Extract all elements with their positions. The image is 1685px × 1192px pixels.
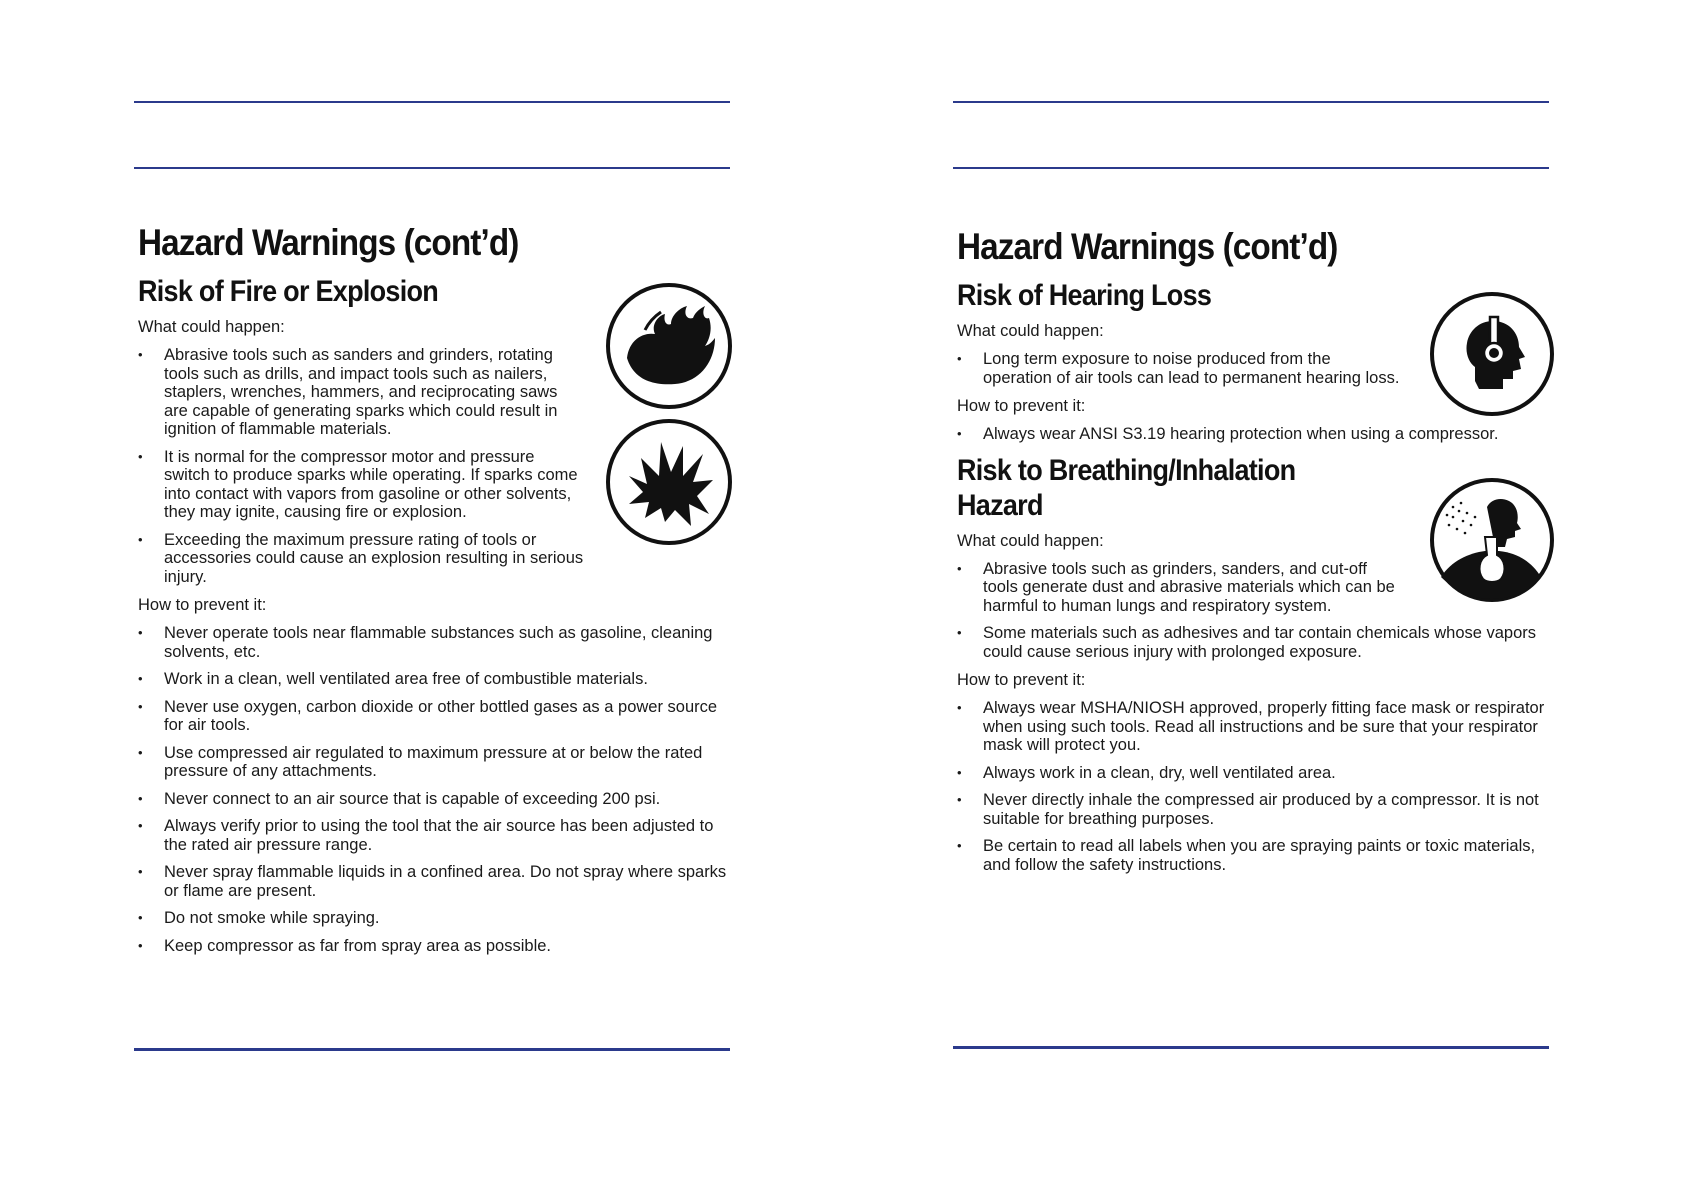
footer-rule: [953, 1046, 1549, 1049]
footer-rule: [134, 1048, 730, 1051]
list-item: • Abrasive tools such as sanders and grinders, rotating tools such as drills, and impact tools such as nailers, staplers, wrenches, hammers, and reciprocating saws are capable of generating sparks which could result in ignition of flammable materials.: [138, 346, 584, 439]
header-rule-bottom: [134, 167, 730, 169]
list-item: • Long term exposure to noise produced from the operation of air tools can lead to permanent hearing loss.: [957, 350, 1403, 387]
how-to-prevent-list: [957, 699, 1549, 874]
right-page: [953, 0, 1553, 1192]
fire-icon: [605, 282, 733, 410]
list-item: • Use compressed air regulated to maximum pressure at or below the rated pressure of any attachments.: [138, 744, 730, 781]
list-item: • Keep compressor as far from spray area as possible.: [138, 937, 730, 956]
explosion-icon: [605, 418, 733, 546]
section-title: Risk of Fire or Explosion: [138, 275, 439, 308]
page-title: Hazard Warnings (cont’d): [138, 222, 519, 263]
list-item: • Never use oxygen, carbon dioxide or other bottled gases as a power source for air tools.: [138, 698, 730, 735]
list-item: • Always verify prior to using the tool that the air source has been adjusted to the rated air pressure range.: [138, 817, 730, 854]
list-item: • Do not smoke while spraying.: [138, 909, 730, 928]
section-title: Risk to Breathing/Inhalation Hazard: [957, 453, 1296, 522]
list-item: • Work in a clean, well ventilated area free of combustible materials.: [138, 670, 730, 689]
how-to-prevent-label: How to prevent it:: [138, 596, 267, 614]
list-item: • Some materials such as adhesives and tar contain chemicals whose vapors could cause serious injury with prolonged exposure.: [957, 624, 1549, 661]
list-item: • Always wear MSHA/NIOSH approved, properly fitting face mask or respirator when using such tools. Read all instructions and be sure that your respirator mask will protect you.: [957, 699, 1549, 755]
page-title: Hazard Warnings (cont’d): [957, 226, 1338, 267]
list-item: • Always work in a clean, dry, well ventilated area.: [957, 764, 1549, 783]
what-could-happen-label: What could happen:: [138, 318, 285, 336]
what-could-happen-label: What could happen:: [957, 531, 1104, 550]
how-to-prevent-label: How to prevent it:: [957, 397, 1086, 415]
list-item: • Exceeding the maximum pressure rating of tools or accessories could cause an explosion resulting in serious injury.: [138, 531, 584, 587]
list-item: • Be certain to read all labels when you are spraying paints or toxic materials, and follow the safety instructions.: [957, 837, 1549, 874]
header-rule-top: [953, 101, 1549, 103]
hearing-protection-icon: [1429, 291, 1555, 417]
header-rule-top: [134, 101, 730, 103]
list-item: • Never connect to an air source that is capable of exceeding 200 psi.: [138, 790, 730, 809]
list-item: • Never directly inhale the compressed air produced by a compressor. It is not suitable for breathing purposes.: [957, 791, 1549, 828]
what-could-happen-label: What could happen:: [957, 322, 1104, 340]
list-item: • It is normal for the compressor motor and pressure switch to produce sparks while operating. If sparks come into contact with vapors from gasoline or other solvents, they may ignite, causing fire or explosion.: [138, 448, 584, 522]
list-item: • Never spray flammable liquids in a confined area. Do not spray where sparks or flame are present.: [138, 863, 730, 900]
left-page: [134, 0, 734, 1192]
list-item: • Never operate tools near flammable substances such as gasoline, cleaning solvents, etc.: [138, 624, 730, 661]
list-item: • Abrasive tools such as grinders, sanders, and cut-off tools generate dust and abrasive materials which can be harmful to human lungs and respiratory system.: [957, 560, 1403, 616]
inhalation-hazard-icon: [1429, 477, 1555, 603]
how-to-prevent-label: How to prevent it:: [957, 671, 1086, 689]
list-item: • Always wear ANSI S3.19 hearing protection when using a compressor.: [957, 425, 1549, 444]
section-title: Risk of Hearing Loss: [957, 279, 1212, 312]
how-to-prevent-list: [138, 624, 730, 955]
header-rule-bottom: [953, 167, 1549, 169]
how-to-prevent-list: [957, 425, 1549, 444]
